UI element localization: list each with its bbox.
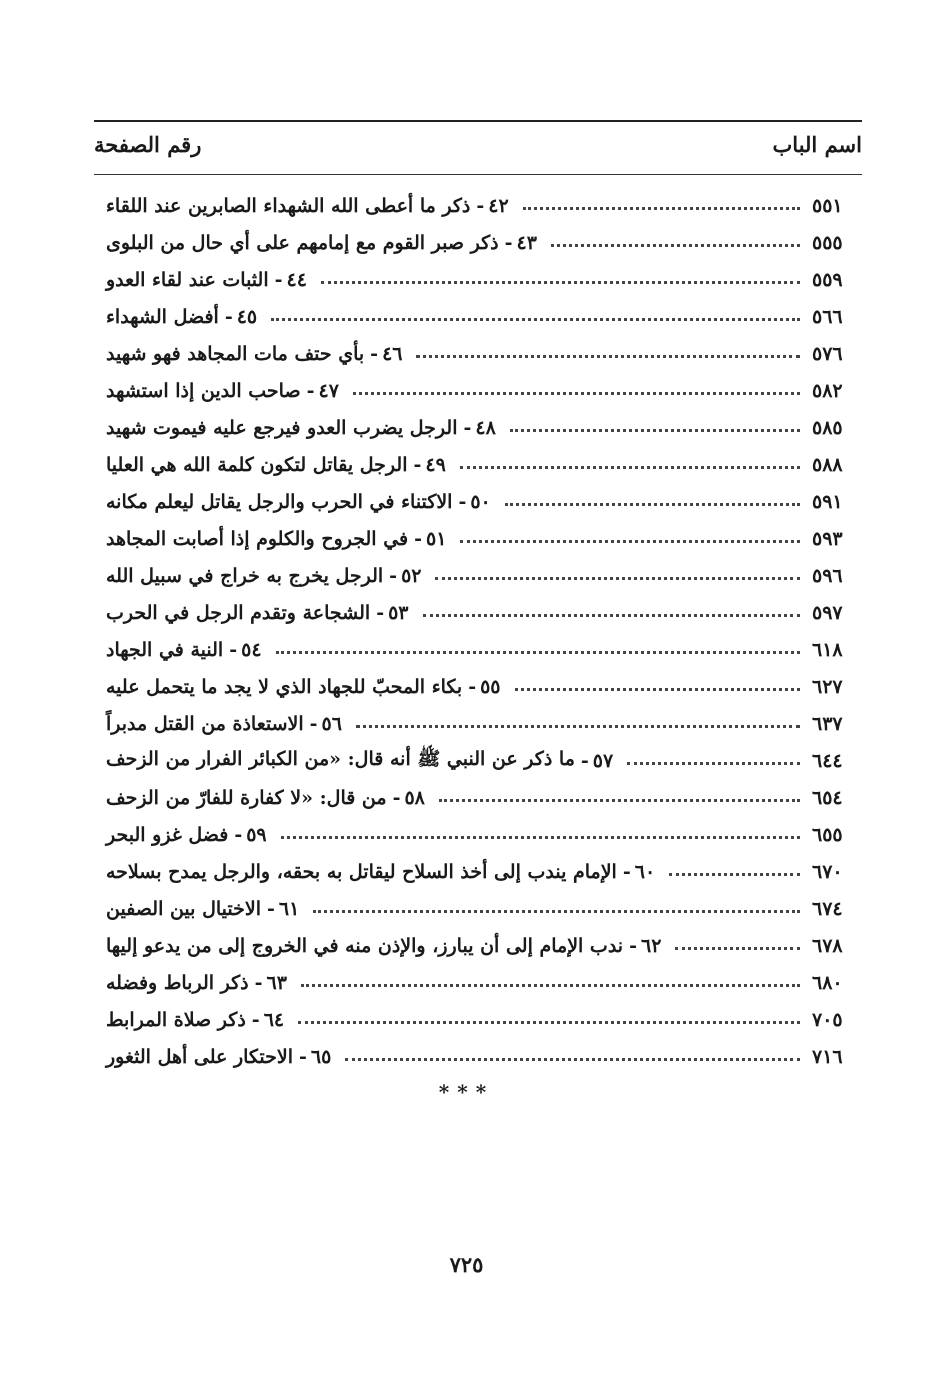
chapter-page-number: ٥٩٦ bbox=[812, 564, 843, 587]
chapter-page-number: ٧٠٥ bbox=[812, 1008, 843, 1031]
chapter-separator: - bbox=[234, 823, 243, 846]
toc-row bbox=[106, 853, 858, 890]
dot-leader bbox=[271, 318, 800, 321]
toc-entry bbox=[106, 417, 496, 439]
chapter-separator: - bbox=[468, 675, 477, 698]
dot-leader bbox=[435, 577, 800, 580]
chapter-title: الرجل يخرج به خراج في سبيل الله bbox=[106, 564, 384, 587]
chapter-number: ٤٧ bbox=[318, 379, 339, 402]
toc-entry bbox=[106, 747, 613, 775]
chapter-number: ٥٣ bbox=[388, 601, 409, 624]
chapter-title: الاستعاذة من القتل مدبراً bbox=[106, 712, 304, 735]
dot-leader bbox=[460, 466, 800, 469]
chapter-separator: - bbox=[580, 749, 589, 772]
toc-row bbox=[106, 964, 858, 1001]
chapter-separator: - bbox=[229, 638, 238, 661]
chapter-title: صاحب الدين إذا استشهد bbox=[106, 379, 301, 402]
chapter-page-number: ٦٤٤ bbox=[812, 749, 843, 772]
chapter-page-number: ٥٨٨ bbox=[812, 453, 843, 476]
toc-row bbox=[106, 1038, 858, 1075]
toc-row bbox=[106, 705, 858, 742]
chapter-separator: - bbox=[224, 305, 233, 328]
toc-list bbox=[106, 187, 858, 1075]
chapter-title: الاختيال بين الصفين bbox=[106, 897, 261, 920]
chapter-title: من قال: «لا كفارة للفارّ من الزحف bbox=[106, 786, 387, 809]
chapter-number: ٤٤ bbox=[286, 268, 307, 291]
chapter-title: الاحتكار على أهل الثغور bbox=[106, 1045, 294, 1068]
toc-row bbox=[106, 483, 858, 520]
chapter-page-number: ٦١٨ bbox=[812, 638, 843, 661]
toc-entry bbox=[106, 491, 491, 513]
toc-row bbox=[106, 779, 858, 816]
chapter-page-number: ٦٨٠ bbox=[812, 971, 843, 994]
chapter-title: النية في الجهاد bbox=[106, 638, 224, 661]
chapter-title: بأي حتف مات المجاهد فهو شهيد bbox=[106, 342, 365, 365]
chapter-number: ٤٩ bbox=[425, 453, 446, 476]
dot-leader bbox=[321, 281, 800, 284]
chapter-separator: - bbox=[254, 971, 263, 994]
chapter-number: ٥٦ bbox=[321, 712, 342, 735]
dot-leader bbox=[460, 540, 800, 543]
chapter-number: ٦٢ bbox=[640, 934, 662, 957]
chapter-separator: - bbox=[392, 786, 401, 809]
chapter-title: الرجل يضرب العدو فيرجع عليه فيموت شهيد bbox=[106, 416, 458, 439]
chapter-title: أفضل الشهداء bbox=[106, 305, 219, 328]
toc-entry bbox=[106, 935, 661, 957]
toc-entry bbox=[106, 1009, 284, 1031]
chapter-separator: - bbox=[389, 564, 398, 587]
chapter-separator: - bbox=[267, 897, 275, 920]
chapter-page-number: ٦٧٤ bbox=[812, 897, 843, 920]
chapter-page-number: ٥٥٩ bbox=[812, 268, 843, 291]
chapter-number: ٦٥ bbox=[310, 1045, 332, 1068]
chapter-number: ٥٧ bbox=[592, 749, 614, 772]
toc-row bbox=[106, 224, 858, 261]
top-rule bbox=[94, 120, 862, 122]
dot-leader bbox=[523, 207, 800, 210]
header-rule bbox=[94, 174, 862, 175]
chapter-number: ٥٥ bbox=[480, 675, 501, 698]
chapter-page-number: ٥٧٦ bbox=[812, 342, 843, 365]
dot-leader bbox=[515, 688, 800, 691]
chapter-separator: - bbox=[504, 231, 513, 254]
dot-leader bbox=[281, 836, 800, 839]
dot-leader bbox=[675, 947, 800, 950]
dot-leader bbox=[416, 355, 800, 358]
toc-entry bbox=[106, 787, 425, 809]
chapter-title: فضل غزو البحر bbox=[106, 823, 229, 846]
chapter-number: ٦١ bbox=[278, 897, 300, 920]
toc-entry bbox=[106, 713, 342, 735]
toc-entry bbox=[106, 1046, 331, 1068]
dot-leader bbox=[551, 244, 800, 247]
section-ornament: *** bbox=[438, 1080, 495, 1104]
toc-row bbox=[106, 298, 858, 335]
dot-leader bbox=[627, 762, 800, 765]
toc-row bbox=[106, 335, 858, 372]
toc-row bbox=[106, 927, 858, 964]
chapter-title: في الجروح والكلوم إذا أصابت المجاهد bbox=[106, 527, 409, 550]
toc-entry bbox=[106, 972, 287, 994]
chapter-page-number: ٦٧٨ bbox=[812, 934, 843, 957]
dot-leader bbox=[301, 984, 800, 987]
chapter-page-number: ٦٧٠ bbox=[812, 860, 843, 883]
toc-entry bbox=[106, 343, 402, 365]
page-number: ٧٢٥ bbox=[449, 1252, 484, 1277]
toc-entry bbox=[106, 676, 501, 698]
chapter-number: ٤٨ bbox=[475, 416, 496, 439]
chapter-page-number: ٥٩٧ bbox=[812, 601, 843, 624]
dot-leader bbox=[345, 1058, 800, 1061]
chapter-column-heading: اسم الباب bbox=[772, 132, 862, 157]
toc-entry bbox=[106, 454, 446, 476]
chapter-title: بكاء المحبّ للجهاد الذي لا يجد ما يتحمل عليه bbox=[106, 675, 463, 698]
dot-leader bbox=[669, 873, 800, 876]
chapter-separator: - bbox=[463, 416, 472, 439]
chapter-page-number: ٦٥٥ bbox=[812, 823, 843, 846]
chapter-title: ذكر ما أعطى الله الشهداء الصابرين عند اللقاء bbox=[106, 194, 471, 217]
chapter-title: الشجاعة وتقدم الرجل في الحرب bbox=[106, 601, 371, 624]
toc-row bbox=[106, 261, 858, 298]
toc-row bbox=[106, 631, 858, 668]
toc-row bbox=[106, 668, 858, 705]
chapter-separator: - bbox=[414, 527, 423, 550]
toc-row bbox=[106, 520, 858, 557]
chapter-page-number: ٦٢٧ bbox=[812, 675, 843, 698]
chapter-title: الثبات عند لقاء العدو bbox=[106, 268, 269, 291]
chapter-title: ندب الإمام إلى أن يبارز، والإذن منه في الخروج إلى من يدعو إليها bbox=[106, 934, 624, 957]
chapter-separator: - bbox=[306, 379, 315, 402]
chapter-separator: - bbox=[458, 490, 467, 513]
chapter-title: ذكر صلاة المرابط bbox=[106, 1008, 246, 1031]
chapter-number: ٥٠ bbox=[470, 490, 491, 513]
chapter-number: ٦٤ bbox=[263, 1008, 285, 1031]
toc-entry bbox=[106, 861, 655, 883]
chapter-separator: - bbox=[299, 1045, 307, 1068]
chapter-number: ٤٢ bbox=[488, 194, 509, 217]
chapter-page-number: ٥٨٥ bbox=[812, 416, 843, 439]
chapter-separator: - bbox=[274, 268, 283, 291]
chapter-page-number: ٦٣٧ bbox=[812, 712, 843, 735]
dot-leader bbox=[505, 503, 800, 506]
toc-row bbox=[106, 557, 858, 594]
chapter-page-number: ٥٥١ bbox=[812, 194, 843, 217]
toc-entry bbox=[106, 306, 257, 328]
chapter-number: ٤٦ bbox=[382, 342, 403, 365]
chapter-page-number: ٥٥٥ bbox=[812, 231, 843, 254]
chapter-page-number: ٥٩٣ bbox=[812, 527, 843, 550]
chapter-number: ٥٨ bbox=[404, 786, 425, 809]
toc-row bbox=[106, 409, 858, 446]
chapter-number: ٥٢ bbox=[401, 564, 422, 587]
toc-row bbox=[106, 187, 858, 224]
chapter-number: ٦٠ bbox=[634, 860, 656, 883]
toc-row bbox=[106, 816, 858, 853]
chapter-separator: - bbox=[251, 1008, 260, 1031]
chapter-number: ٤٥ bbox=[236, 305, 258, 328]
dot-leader bbox=[356, 725, 800, 728]
chapter-number: ٥٤ bbox=[241, 638, 262, 661]
toc-entry bbox=[106, 565, 421, 587]
chapter-title: ما ذكر عن النبي ﷺ أنه قال: «من الكبائر الفرار من الزحف bbox=[106, 747, 575, 770]
dot-leader bbox=[313, 910, 800, 913]
page-column-heading: رقم الصفحة bbox=[94, 132, 202, 157]
chapter-separator: - bbox=[413, 453, 422, 476]
chapter-separator: - bbox=[476, 194, 485, 217]
chapter-page-number: ٦٥٤ bbox=[812, 786, 843, 809]
dot-leader bbox=[423, 614, 801, 617]
dot-leader bbox=[298, 1021, 800, 1024]
dot-leader bbox=[353, 392, 800, 395]
toc-entry bbox=[106, 380, 339, 402]
toc-entry bbox=[106, 898, 299, 920]
chapter-title: ذكر صبر القوم مع إمامهم على أي حال من البلوى bbox=[106, 231, 499, 254]
chapter-separator: - bbox=[370, 342, 379, 365]
toc-entry bbox=[106, 602, 409, 624]
toc-entry bbox=[106, 639, 262, 661]
chapter-number: ٥٩ bbox=[246, 823, 267, 846]
dot-leader bbox=[439, 799, 800, 802]
chapter-title: الرجل يقاتل لتكون كلمة الله هي العليا bbox=[106, 453, 408, 476]
chapter-number: ٤٣ bbox=[516, 231, 537, 254]
toc-entry bbox=[106, 269, 307, 291]
toc-entry bbox=[106, 232, 537, 254]
chapter-separator: - bbox=[309, 712, 318, 735]
chapter-title: الإمام يندب إلى أخذ السلاح ليقاتل به بحقه، والرجل يمدح بسلاحه bbox=[106, 860, 617, 883]
toc-entry bbox=[106, 528, 446, 550]
toc-row bbox=[106, 890, 858, 927]
dot-leader bbox=[276, 651, 800, 654]
toc-entry bbox=[106, 824, 267, 846]
chapter-page-number: ٥٨٢ bbox=[812, 379, 843, 402]
toc-row bbox=[106, 372, 858, 409]
toc-entry bbox=[106, 195, 509, 217]
chapter-page-number: ٥٦٦ bbox=[812, 305, 843, 328]
chapter-separator: - bbox=[629, 934, 637, 957]
chapter-separator: - bbox=[622, 860, 631, 883]
chapter-number: ٦٣ bbox=[266, 971, 287, 994]
toc-row bbox=[106, 446, 858, 483]
toc-row bbox=[106, 742, 858, 779]
chapter-page-number: ٥٩١ bbox=[812, 490, 843, 513]
chapter-number: ٥١ bbox=[426, 527, 447, 550]
toc-header bbox=[94, 128, 862, 168]
toc-row bbox=[106, 594, 858, 631]
dot-leader bbox=[510, 429, 800, 432]
toc-row bbox=[106, 1001, 858, 1038]
chapter-title: الاكتناء في الحرب والرجل يقاتل ليعلم مكانه bbox=[106, 490, 453, 513]
chapter-title: ذكر الرباط وفضله bbox=[106, 971, 249, 994]
chapter-page-number: ٧١٦ bbox=[812, 1045, 843, 1068]
chapter-separator: - bbox=[376, 601, 385, 624]
